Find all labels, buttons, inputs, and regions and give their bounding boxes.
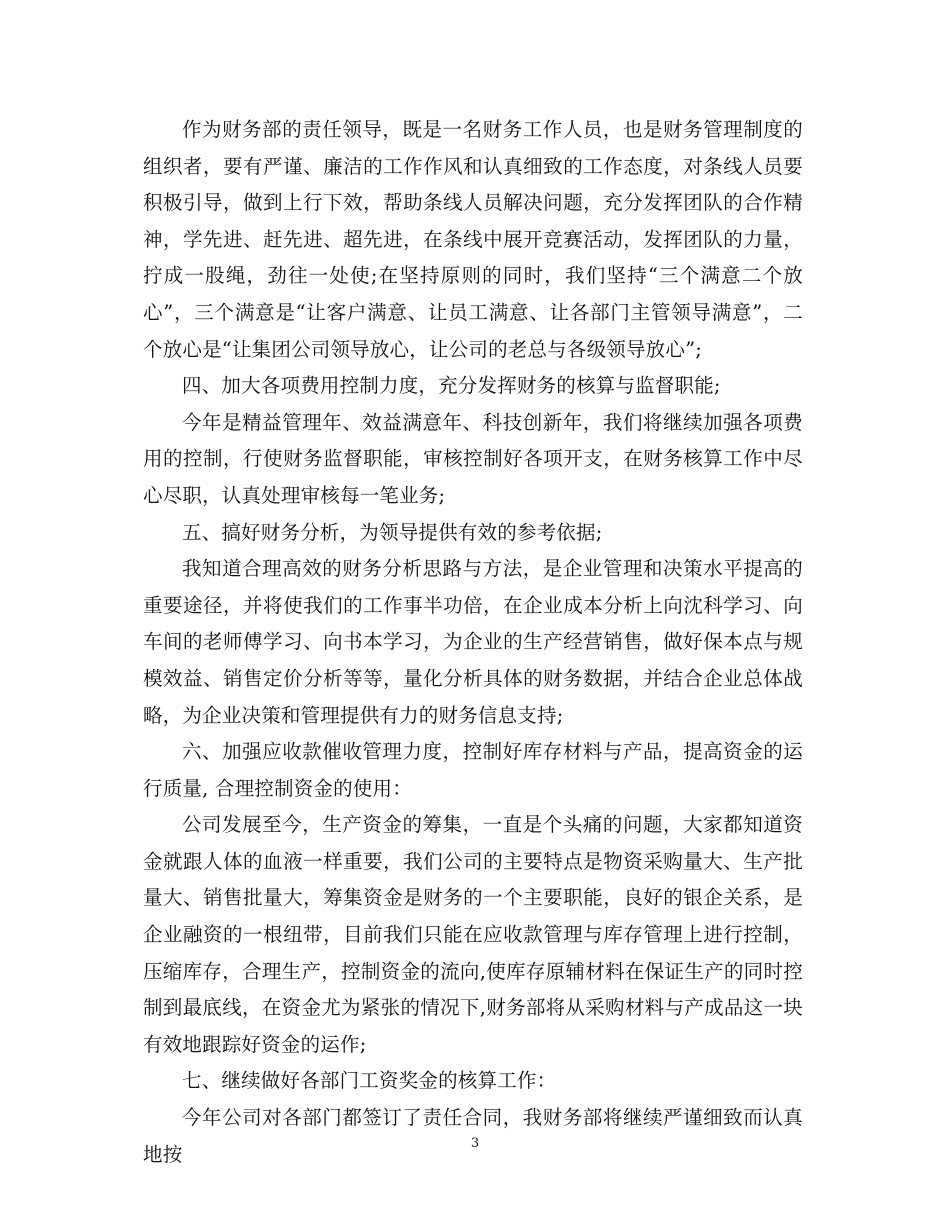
paragraph-leadership-role: 作为财务部的责任领导，既是一名财务工作人员，也是财务管理制度的组织者，要有严谨、廉洁的工作作风和认真细致的工作态度，对条线人员要积极引导，做到上行下效，帮助条线人员解决问题，充分发挥团队的合作精神，学先进、赶先进、超先进，在条线中展开竞赛活动，发挥团队的力量，拧成一股绳，劲往一处使;在坚持原则的同时，我们坚持“三个满意二个放心”，三个满意是“让客户满意、让员工满意、让各部门主管领导满意”，二个放心是“让集团公司领导放心，让公司的老总与各级领导放心”; xyxy=(143,118,803,361)
heading-item-seven: 七、继续做好各部门工资奖金的核算工作： xyxy=(182,1069,557,1093)
heading-item-five: 五、搞好财务分析，为领导提供有效的参考依据; xyxy=(182,520,603,544)
heading-item-six: 六、加强应收款催收管理力度，控制好库存材料与产品，提高资金的运行质量, 合理控制资金的使用： xyxy=(143,740,803,800)
paragraph-capital-management: 公司发展至今，生产资金的筹集，一直是个头痛的问题，大家都知道资金就跟人体的血液一样重要，我们公司的主要特点是物资采购量大、生产批量大、销售批量大，筹集资金是财务的一个主要职能，良好的银企关系，是企业融资的一根纽带，目前我们只能在应收款管理与库存管理上进行控制，压缩库存，合理生产，控制资金的流向,使库存原辅材料在保证生产的同时控制到最底线，在资金尤为紧张的情况下,财务部将从采购材料与产成品这一块有效地跟踪好资金的运作; xyxy=(143,813,803,1056)
paragraph-payroll-accounting: 今年公司对各部门都签订了责任合同，我财务部将继续严谨细致而认真地按 xyxy=(143,1106,803,1166)
page-number: 3 xyxy=(470,1136,480,1151)
paragraph-expense-control: 今年是精益管理年、效益满意年、科技创新年，我们将继续加强各项费用的控制，行使财务监督职能，审核控制好各项开支，在财务核算工作中尽心尽职，认真处理审核每一笔业务; xyxy=(143,410,803,507)
paragraph-financial-analysis: 我知道合理高效的财务分析思路与方法，是企业管理和决策水平提高的重要途径，并将使我们的工作事半功倍，在企业成本分析上向沈科学习、向车间的老师傅学习、向书本学习，为企业的生产经营销售，做好保本点与规模效益、销售定价分析等等，量化分析具体的财务数据，并结合企业总体战略，为企业决策和管理提供有力的财务信息支持; xyxy=(143,557,803,727)
body-text xyxy=(143,112,803,1173)
heading-item-four: 四、加大各项费用控制力度，充分发挥财务的核算与监督职能; xyxy=(182,374,721,398)
